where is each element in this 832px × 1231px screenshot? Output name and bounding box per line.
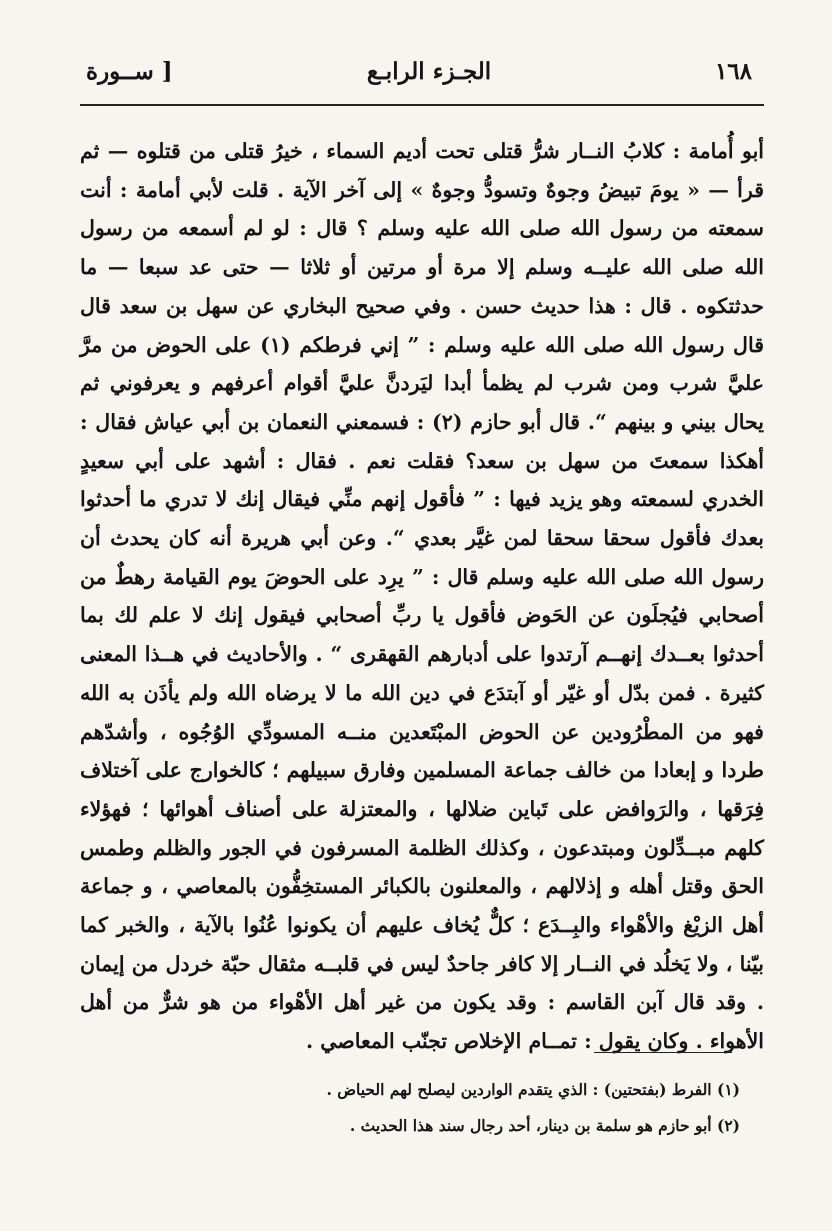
- footnote-1: (١) الفرط (بفتحتين) : الذي يتقدم الواردين ليصلح لهم الحياض .: [326, 1080, 740, 1099]
- page-header: [80, 58, 764, 106]
- footnote-2: (٢) أبو حازم هو سلمة بن دينار، أحد رجال سند هذا الحديث .: [349, 1116, 740, 1135]
- page-number: ١٦٨: [714, 58, 752, 85]
- section-label: [ ســورة: [86, 58, 173, 85]
- running-title: الجـزء الرابـع: [366, 58, 492, 85]
- footnote-divider: [594, 1052, 732, 1053]
- main-text: [80, 132, 764, 1061]
- footnotes: [90, 1072, 740, 1144]
- body-paragraph: أبو أُمامة : كلابُ النــار شرُّ قتلى تحت أديم السماء ، خيرُ قتلى من قتلوه — ثم قرأ — « يومَ تبيضُ وجوهٌ وتسودُّ وجوهٌ » إلى آخر الآية . قلت لأبي أمامة : أنت سمعته من رسول الله صلى الله عليه وسلم ؟ قال : لو لم أسمعه من رسول الله صلى الله عليــه وسلم إلا مرة أو مرتين أو ثلاثا — حتى عد سبعا — ما حدثتكوه . قال : هذا حديث حسن . وفي صحيح البخاري عن سهل بن سعد قال قال رسول الله صلى الله عليه وسلم : ” إني فرطكم (١) على الحوض من مرَّ عليَّ شرب ومن شرب لم يظمأ أبدا ليَردنَّ عليَّ أقوام أعرفهم و يعرفوني ثم يحال بيني و بينهم “. قال أبو حازم (٢) : فسمعني النعمان بن أبي عياش فقال : أهكذا سمعتَ من سهل بن سعد؟ فقلت نعم . فقال : أشهد على أبي سعيدٍ الخدري لسمعته وهو يزيد فيها : ” فأقول إنهم منِّي فيقال إنك لا تدري ما أحدثوا بعدك فأقول سحقا سحقا لمن غيَّر بعدي “. وعن أبي هريرة أنه كان يحدث أن رسول الله صلى الله عليه وسلم قال : ” يرِد على الحوضَ يوم القيامة رهطٌ من أصحابي فيُجلَون عن الحَوض فأقول يا ربِّ أصحابي فيقول إنك لا علم لك بما أحدثوا بعــدك إنهــم آرتدوا على أدبارهم القهقرى “ . والأحاديث في هــذا المعنى كثيرة . فمن بدّل أو غيّر أو آبتدَع في دين الله ما لا يرضاه الله ولم يأذَن به الله فهو من المطْرُودين عن الحوض المبْتَعدين منــه المسودِّي الوُجُوه ، وأشدّهم طردا و إبعادا من خالف جماعة المسلمين وفارق سبيلهم ؛ كالخوارج على آختلاف فِرَقها ، والرَوافض على تَباين ضلالها ، والمعتزلة على أصناف أهوائها ؛ فهؤلاء كلهم مبــدِّلون ومبتدعون ، وكذلك الظلمة المسرفون في الجور والظلم وطمس الحق وقتل أهله و إذلالهم ، والمعلنون بالكبائر المستخِفُّون بالمعاصي ، و جماعة أهل الزيْغ والأهْواء والبِــدَع ؛ كلٌّ يُخاف عليهم أن يكونوا عُنُوا بالآية ، والخبر كما بيّنا ، ولا يَخلُد في النــار إلا كافر جاحدٌ ليس في قلبــه مثقال حبّة خردل من إيمان . وقد قال آبن القاسم : وقد يكون من غير أهل الأهْواء من هو شرٌّ من أهل الأهواء . وكان يقول : تمــام الإخلاص تجنّب المعاصي .: [80, 139, 764, 1054]
